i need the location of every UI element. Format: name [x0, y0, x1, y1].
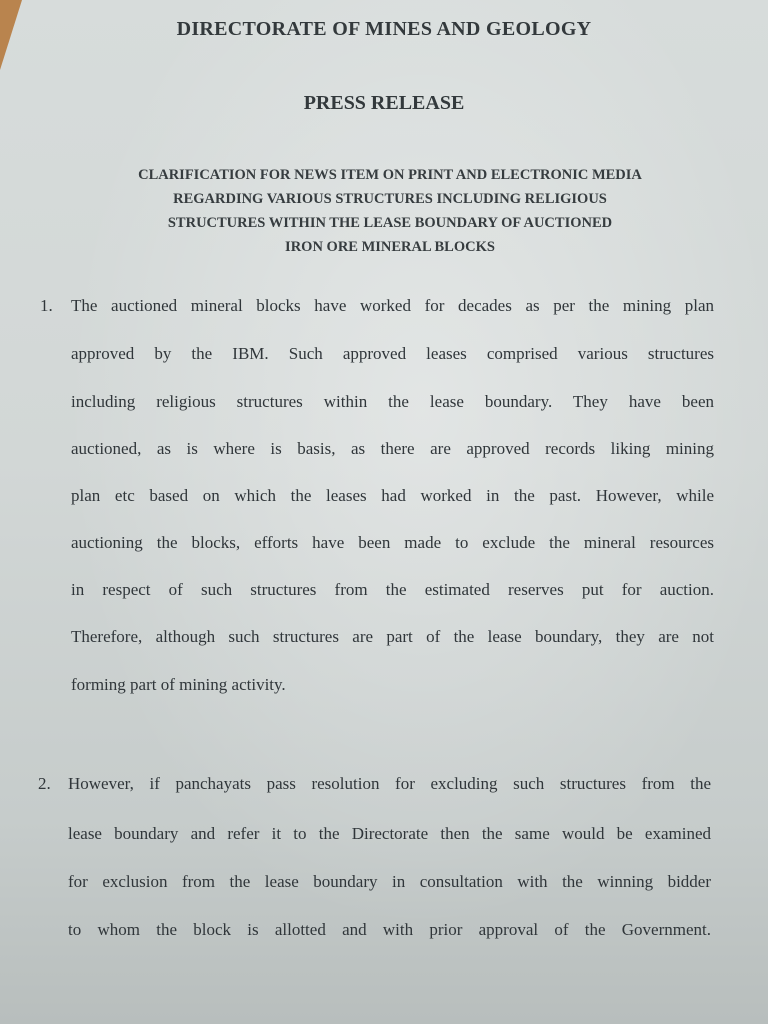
- paragraph-number: 2.: [38, 774, 51, 793]
- paragraph-line: forming part of mining activity.: [71, 675, 286, 694]
- paragraph-line: for exclusion from the lease boundary in consultation with the winning bidder: [68, 872, 711, 891]
- document-heading: DIRECTORATE OF MINES AND GEOLOGY: [176, 18, 592, 40]
- press-release-title: PRESS RELEASE: [303, 92, 465, 114]
- clarification-title: [60, 163, 720, 259]
- paragraph-line: including religious structures within the lease boundary. They have been: [71, 392, 714, 411]
- paragraph-line: However, if panchayats pass resolution for excluding such structures from the: [68, 774, 711, 793]
- paragraph-line: The auctioned mineral blocks have worked for decades as per the mining plan: [71, 296, 714, 315]
- clarification-line: CLARIFICATION FOR NEWS ITEM ON PRINT AND ELECTRONIC MEDIA: [138, 167, 642, 183]
- paragraph-line: auctioning the blocks, efforts have been made to exclude the mineral resources: [71, 533, 714, 552]
- paragraph-line: auctioned, as is where is basis, as there are approved records liking mining: [71, 439, 714, 458]
- paragraph-line: Therefore, although such structures are part of the lease boundary, they are not: [71, 627, 714, 646]
- paragraph-line: to whom the block is allotted and with prior approval of the Government.: [68, 920, 711, 939]
- paragraph-line: approved by the IBM. Such approved leases comprised various structures: [71, 344, 714, 363]
- paragraph-line: lease boundary and refer it to the Directorate then the same would be examined: [68, 824, 711, 843]
- clarification-line: REGARDING VARIOUS STRUCTURES INCLUDING RELIGIOUS: [173, 191, 607, 207]
- clarification-line: IRON ORE MINERAL BLOCKS: [285, 239, 495, 255]
- paragraph-line: in respect of such structures from the estimated reserves put for auction.: [71, 580, 714, 599]
- clarification-line: STRUCTURES WITHIN THE LEASE BOUNDARY OF AUCTIONED: [167, 215, 613, 231]
- paragraph-line: plan etc based on which the leases had worked in the past. However, while: [71, 486, 714, 505]
- paragraph-number: 1.: [40, 296, 53, 315]
